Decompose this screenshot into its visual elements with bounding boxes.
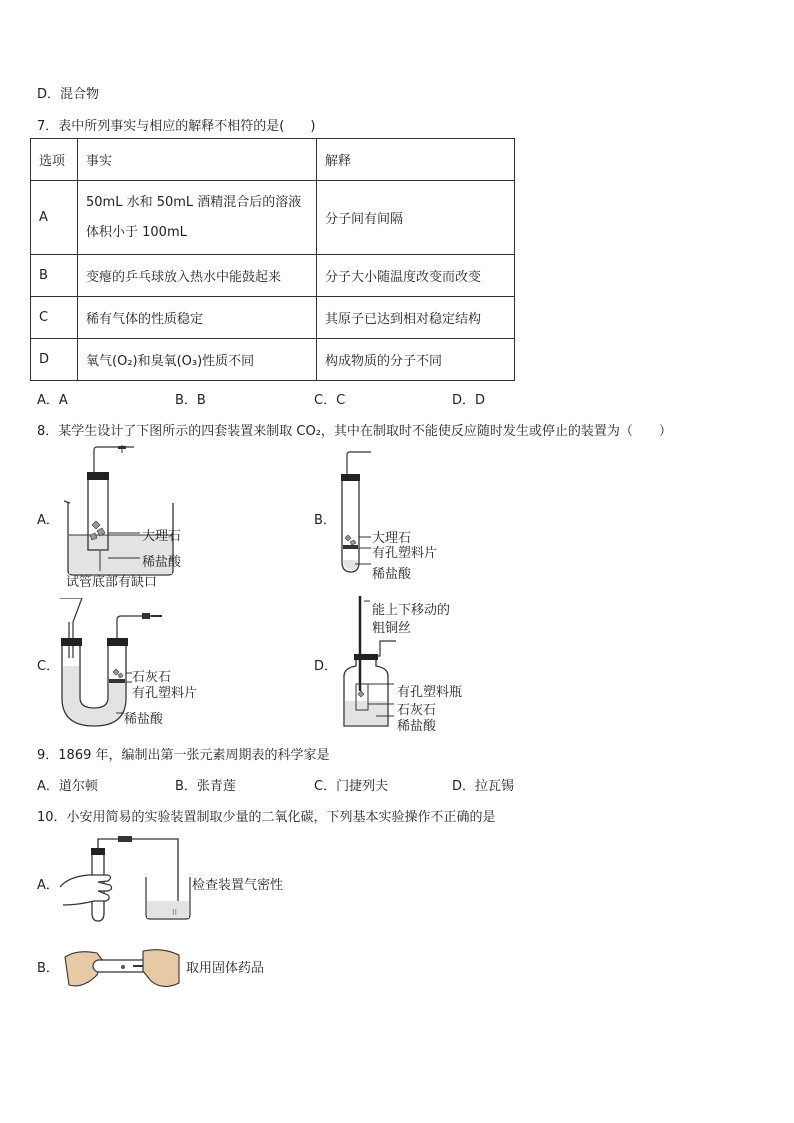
q8-a-label-acid: 稀盐酸 [142,555,182,570]
q9-choice-a: A．道尔顿 [37,779,98,794]
table-row [31,181,515,255]
q8-a-letter: A． [37,513,59,528]
q8-c-label-limestone: 石灰石 [132,670,172,685]
q8-c-label-acid: 稀盐酸 [124,712,164,727]
row-c-explanation: 其原子已达到相对稳定结构 [317,297,515,339]
row-b-fact: 变瘪的乒乓球放入热水中能鼓起来 [78,255,317,297]
q10-stem: 10．小安用简易的实验装置制取少量的二氧化碳，下列基本实验操作不正确的是 [37,810,496,825]
q8-d-letter: D． [314,659,338,674]
q8-b-label-acid: 稀盐酸 [372,567,412,582]
q8-d-label-limestone: 石灰石 [397,703,437,718]
row-b-option: B [31,255,78,297]
q8-c-letter: C． [37,659,60,674]
row-a-fact [78,181,317,255]
q8-a-label-marble: 大理石 [142,529,182,544]
row-d-explanation: 构成物质的分子不同 [317,339,515,381]
q7-stem: 7．表中所列事实与相应的解释不相符的是( ) [37,119,316,134]
q7-table [30,138,515,381]
q9-choice-c: C．门捷列夫 [314,779,389,794]
q9-choice-b: B．张青莲 [175,779,236,794]
table-row [31,255,515,297]
header-fact: 事实 [78,139,317,181]
row-a-explanation: 分子间有间隔 [317,181,515,255]
table-row [31,339,515,381]
q8-d-label-movable: 能上下移动的 [372,603,451,618]
row-a-fact-line2: 体积小于 100mL [86,224,187,240]
q8-c-label-plate: 有孔塑料片 [132,686,198,701]
q8-d-label-bottle: 有孔塑料瓶 [397,685,463,700]
q8-d-label-acid: 稀盐酸 [397,719,437,734]
q8-stem: 8．某学生设计了下图所示的四套装置来制取 CO₂，其中在制取时不能使反应随时发生或停止的装置为（ ） [37,424,672,439]
row-d-option: D [31,339,78,381]
q8-b-label-plate: 有孔塑料片 [372,546,438,561]
q9-choice-d: D．拉瓦锡 [452,779,515,794]
q10-b-label: 取用固体药品 [186,961,265,976]
header-explanation: 解释 [317,139,515,181]
q7-choice-c: C．C [314,393,346,408]
svg-text:⁝⁝: ⁝⁝ [172,908,178,917]
q10-b-letter: B． [37,961,59,976]
q10-a-airtight-check-icon [58,835,198,925]
q8-b-label-marble: 大理石 [372,531,412,546]
table-row [31,297,515,339]
q7-choice-b: B．B [175,393,206,408]
row-a-option: A [31,181,78,255]
q8-a-label-notch: 试管底部有缺口 [66,575,158,590]
q9-stem: 9．1869 年，编制出第一张元素周期表的科学家是 [37,748,330,763]
row-a-fact-line1: 50mL 水和 50mL 酒精混合后的溶液 [86,194,302,210]
header-option: 选项 [31,139,78,181]
row-c-option: C [31,297,78,339]
q6-option-d: D．混合物 [37,87,100,102]
q7-choice-a: A．A [37,393,68,408]
row-d-fact: 氧气(O₂)和臭氧(O₃)性质不同 [78,339,317,381]
table-header-row [31,139,515,181]
q7-choice-d: D．D [452,393,486,408]
q8-b-letter: B． [314,513,336,528]
q10-a-label: 检查装置气密性 [192,878,284,893]
row-b-explanation: 分子大小随温度改变而改变 [317,255,515,297]
q10-b-solid-reagent-icon [63,945,183,995]
q10-a-letter: A． [37,878,59,893]
q8-d-label-wire: 粗铜丝 [372,621,412,636]
row-c-fact: 稀有气体的性质稳定 [78,297,317,339]
